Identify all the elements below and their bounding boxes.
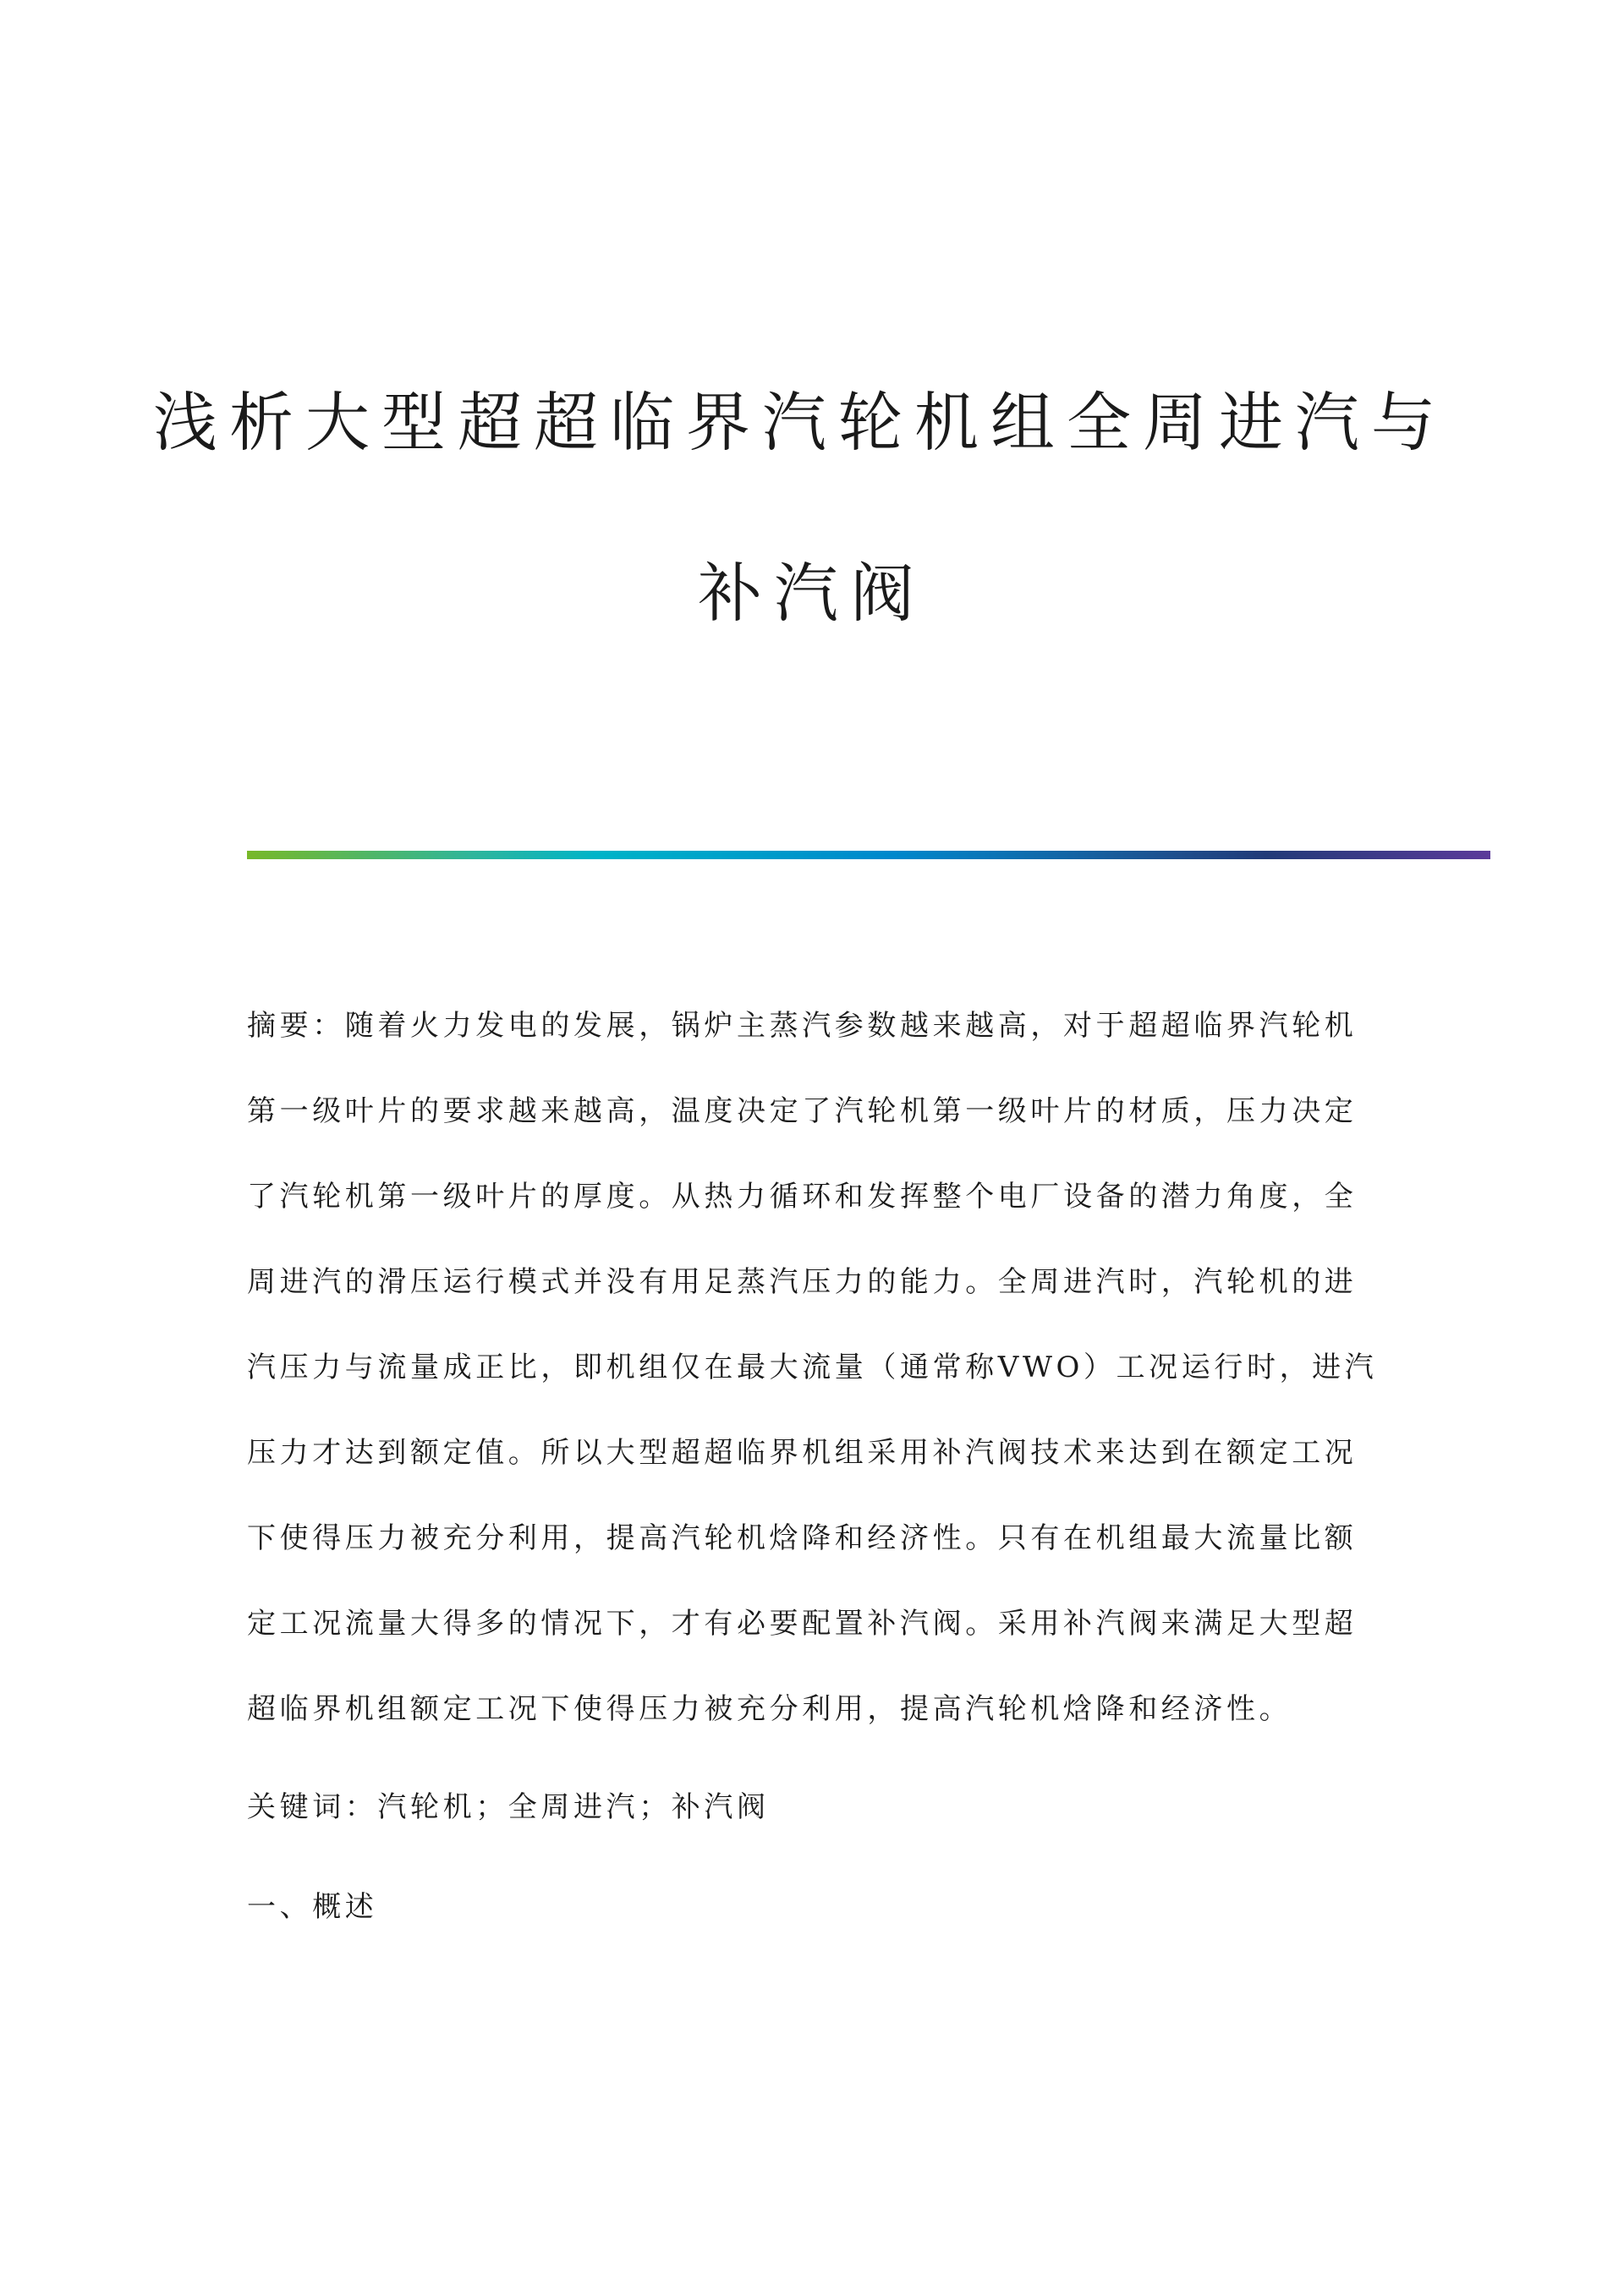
abstract-line: 了汽轮机第一级叶片的厚度。从热力循环和发挥整个电厂设备的潜力角度，全 [247,1180,1358,1214]
document-title-line-2: 补汽阀 [698,556,926,631]
gradient-divider [247,851,1490,859]
abstract-line: 下使得压力被充分利用，提高汽轮机焓降和经济性。只有在机组最大流量比额 [247,1521,1358,1555]
document-title-line-1: 浅析大型超超临界汽轮机组全周进汽与 [153,385,1447,460]
abstract-line: 汽压力与流量成正比，即机组仅在最大流量（通常称VWO）工况运行时，进汽 [247,1351,1378,1384]
abstract-line: 第一级叶片的要求越来越高，温度决定了汽轮机第一级叶片的材质，压力决定 [247,1094,1358,1128]
abstract-line: 周进汽的滑压运行模式并没有用足蒸汽压力的能力。全周进汽时，汽轮机的进 [247,1265,1358,1299]
abstract-line: 摘要：随着火力发电的发展，锅炉主蒸汽参数越来越高，对于超超临界汽轮机 [247,1009,1358,1043]
abstract-line: 定工况流量大得多的情况下，才有必要配置补汽阀。采用补汽阀来满足大型超 [247,1607,1358,1641]
abstract-line: 超临界机组额定工况下使得压力被充分利用，提高汽轮机焓降和经济性。 [247,1692,1292,1726]
keywords: 关键词：汽轮机；全周进汽；补汽阀 [247,1790,770,1824]
section-heading-overview: 一、概述 [247,1890,378,1924]
abstract-line: 压力才达到额定值。所以大型超超临界机组采用补汽阀技术来达到在额定工况 [247,1436,1358,1470]
